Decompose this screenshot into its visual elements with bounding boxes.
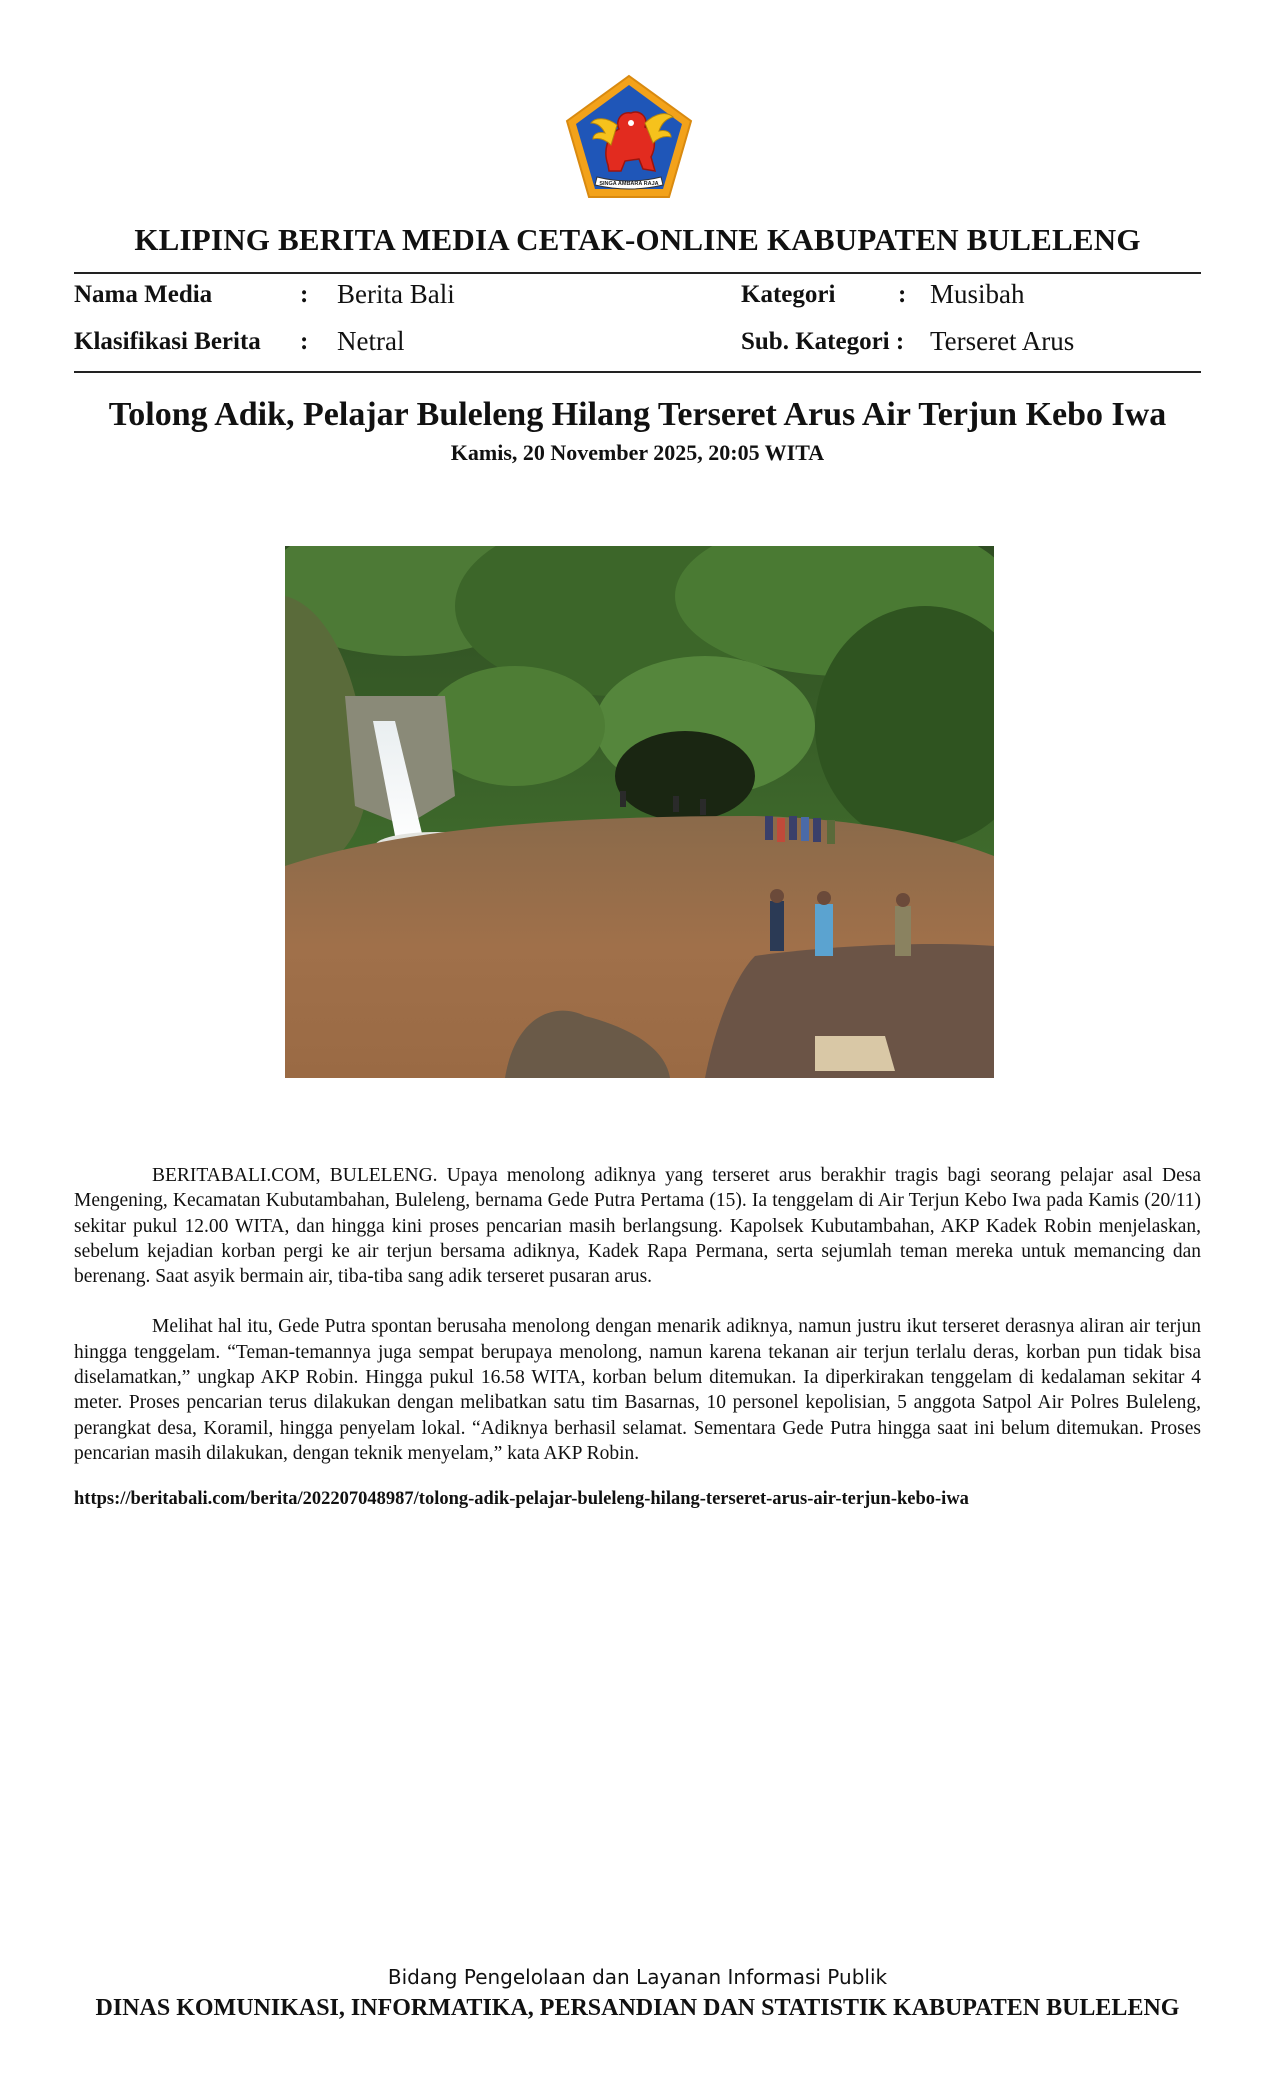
sub-kategori-label: Sub. Kategori : xyxy=(741,328,905,355)
article-photo xyxy=(285,546,994,1078)
header-divider-top xyxy=(74,272,1201,274)
article-body xyxy=(74,1163,1201,1491)
waterfall-photo-icon xyxy=(285,546,994,1078)
article-title: Tolong Adik, Pelajar Buleleng Hilang Terseret Arus Air Terjun Kebo Iwa xyxy=(108,396,1167,433)
kategori-value: Musibah xyxy=(930,279,1025,309)
klasifikasi-berita-colon: : xyxy=(300,328,309,355)
nama-media-value: Berita Bali xyxy=(337,279,455,309)
klasifikasi-berita-label: Klasifikasi Berita xyxy=(74,328,261,355)
logo-motto: SINGA AMBARA RAJA xyxy=(599,181,659,187)
nama-media-colon: : xyxy=(300,281,309,308)
source-link[interactable]: https://beritabali.com/berita/202207048987/tolong-adik-pelajar-buleleng-hilang-terseret-arus-air-terjun-kebo-iwa xyxy=(74,1489,969,1509)
article-date: Kamis, 20 November 2025, 20:05 WITA xyxy=(450,440,825,465)
header-divider-bottom xyxy=(74,371,1201,373)
sub-kategori-value: Terseret Arus xyxy=(930,326,1075,356)
page-title: KLIPING BERITA MEDIA CETAK-ONLINE KABUPATEN BULELENG xyxy=(134,222,1141,257)
kategori-colon: : xyxy=(898,281,907,308)
footer-subtitle: Bidang Pengelolaan dan Layanan Informasi Publik xyxy=(387,1965,888,1989)
regency-crest-icon xyxy=(563,73,695,201)
kategori-label: Kategori xyxy=(741,281,836,308)
regency-logo xyxy=(563,73,695,201)
article-paragraph: Melihat hal itu, Gede Putra spontan berusaha menolong dengan menarik adiknya, namun justru ikut terseret derasnya aliran air terjun hingga tenggelam. “Teman-temannya juga sempat berupaya menolong, namun karena tekanan air terjun terlalu deras, korban pun tidak bisa diselamatkan,” ungkap AKP Robin. Hingga pukul 16.58 WITA, korban belum ditemukan. Ia diperkirakan tenggelam di kedalaman sekitar 4 meter. Proses pencarian terus dilakukan dengan melibatkan satu tim Basarnas, 10 personel kepolisian, 5 anggota Satpol Air Polres Buleleng, perangkat desa, Koramil, hingga penyelam lokal. “Adiknya berhasil selamat. Sementara Gede Putra hingga saat ini belum ditemukan. Proses pencarian masih dilakukan, dengan teknik menyelam,” kata AKP Robin. xyxy=(74,1316,1201,1464)
klasifikasi-berita-value: Netral xyxy=(337,326,405,356)
footer-agency: DINAS KOMUNIKASI, INFORMATIKA, PERSANDIAN DAN STATISTIK KABUPATEN BULELENG xyxy=(95,1995,1180,2021)
article-paragraph: BERITABALI.COM, BULELENG. Upaya menolong adiknya yang terseret arus berakhir tragis bagi seorang pelajar asal Desa Mengening, Kecamatan Kubutambahan, Buleleng, bernama Gede Putra Pertama (15). Ia tenggelam di Air Terjun Kebo Iwa pada Kamis (20/11) sekitar pukul 12.00 WITA, dan hingga kini proses pencarian masih berlangsung. Kapolsek Kubutambahan, AKP Kadek Robin menjelaskan, sebelum kejadian korban pergi ke air terjun bersama adiknya, Kadek Rapa Permana, serta sejumlah teman mereka untuk memancing dan berenang. Saat asyik bermain air, tiba-tiba sang adik terseret pusaran arus. xyxy=(74,1165,1201,1288)
nama-media-label: Nama Media xyxy=(74,281,213,308)
